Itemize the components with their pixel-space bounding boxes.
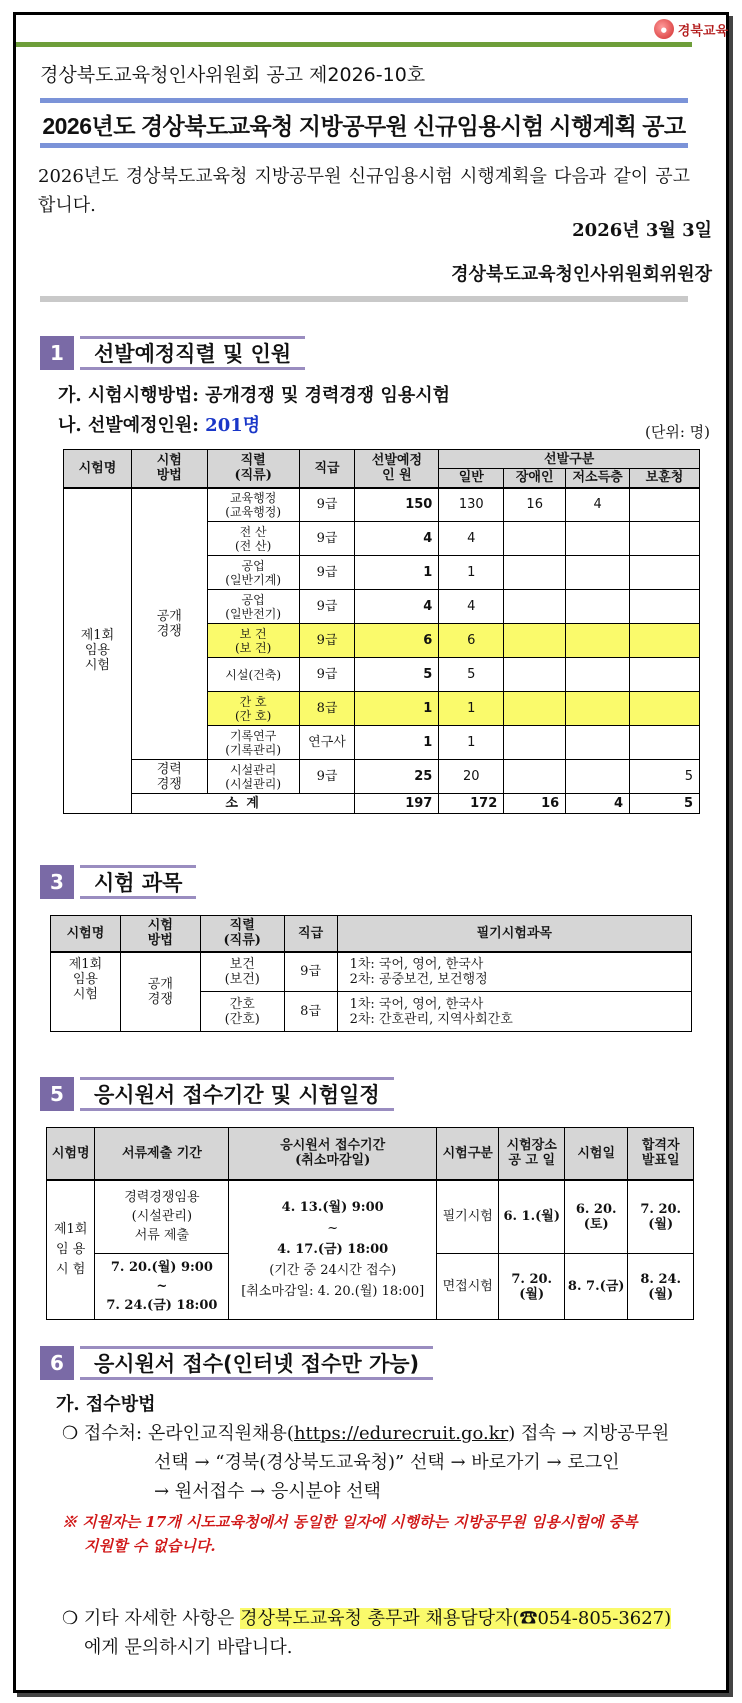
planned-count-label: 나. 선발예정인원:	[58, 415, 206, 436]
section-number: 3	[40, 865, 74, 899]
col-venue: 시험장소 공 고 일	[499, 1128, 565, 1180]
veteran-cell	[630, 692, 700, 726]
col-docs: 서류제출 기간	[95, 1128, 229, 1180]
logo-emblem-icon: ●	[654, 19, 674, 39]
disabled-cell	[504, 760, 566, 794]
planned-cell: 6	[355, 624, 439, 658]
planned-cell: 1	[355, 692, 439, 726]
header-divider	[16, 42, 692, 47]
disabled-cell	[504, 590, 566, 624]
grade-cell: 9급	[299, 522, 355, 556]
bullet-icon: ❍	[62, 1608, 79, 1629]
planned-cell: 4	[355, 522, 439, 556]
col-exam: 시험명	[64, 450, 132, 488]
col-grade: 직급	[284, 916, 337, 952]
section-number: 5	[40, 1077, 74, 1111]
lowincome-cell	[566, 658, 630, 692]
notice-date: 2026년 3월 3일	[572, 220, 712, 241]
series-cell: 공업 (일반기계)	[207, 556, 299, 590]
subjects-table	[50, 915, 692, 1032]
col-method: 시험 방법	[131, 450, 207, 488]
veteran-cell	[630, 590, 700, 624]
series-cell: 시설(건축)	[207, 658, 299, 692]
col-lowincome: 저소득층	[566, 469, 630, 488]
section-6-heading	[40, 1346, 433, 1380]
title-rule-top	[40, 98, 688, 103]
col-planned: 선발예정 인 원	[355, 450, 439, 488]
series-cell: 전 산 (전 산)	[207, 522, 299, 556]
veteran-cell	[630, 488, 700, 522]
planned-cell: 150	[355, 488, 439, 522]
contact-pre: 기타 자세한 사항은	[83, 1608, 241, 1629]
interview-type: 면접시험	[436, 1254, 498, 1320]
veteran-cell	[630, 624, 700, 658]
general-cell: 1	[439, 692, 504, 726]
lowincome-cell	[566, 590, 630, 624]
general-cell: 1	[439, 556, 504, 590]
lowincome-cell: 4	[566, 488, 630, 522]
total-veteran: 5	[630, 794, 700, 814]
grade-cell: 8급	[284, 992, 337, 1032]
series-cell: 교육행정 (교육행정)	[207, 488, 299, 522]
planned-cell: 25	[355, 760, 439, 794]
subject-line-2: 2차: 간호관리, 지역사회간호	[349, 1011, 513, 1027]
disabled-cell	[504, 692, 566, 726]
veteran-cell	[630, 522, 700, 556]
warning-line-1: ※ 지원자는 17개 시도교육청에서 동일한 일자에 시행하는 지방공무원 임용시험에 중복	[62, 1513, 638, 1531]
series-cell: 시설관리 (시설관리)	[207, 760, 299, 794]
grade-cell: 9급	[299, 760, 355, 794]
total-planned: 197	[355, 794, 439, 814]
general-cell: 5	[439, 658, 504, 692]
duplicate-warning	[62, 1510, 702, 1558]
col-division: 선발구분	[439, 450, 700, 469]
table-row	[64, 488, 700, 522]
subject-line-1: 1차: 국어, 영어, 한국사	[349, 996, 484, 1012]
veteran-cell: 5	[630, 760, 700, 794]
logo-text: 경북교육	[677, 23, 728, 39]
written-venue: 6. 1.(월)	[499, 1180, 565, 1254]
written-type: 필기시험	[436, 1180, 498, 1254]
total-disabled: 16	[504, 794, 566, 814]
recruitment-table	[63, 449, 700, 814]
col-veteran: 보훈청	[630, 469, 700, 488]
bullet-icon: ❍	[62, 1423, 79, 1444]
section-5-heading	[40, 1077, 394, 1111]
apply-tilde: ~	[327, 1221, 339, 1237]
lowincome-cell	[566, 522, 630, 556]
section-title: 선발예정직렬 및 인원	[80, 336, 305, 370]
subjects-cell	[337, 952, 691, 992]
grade-cell: 9급	[299, 624, 355, 658]
lowincome-cell	[566, 726, 630, 760]
lowincome-cell	[566, 624, 630, 658]
total-general: 172	[439, 794, 504, 814]
warning-line-2: 지원할 수 없습니다.	[84, 1537, 216, 1555]
docs-period: 7. 20.(월) 9:00 ~ 7. 24.(금) 18:00	[95, 1254, 229, 1320]
apply-period	[229, 1180, 437, 1320]
planned-cell: 4	[355, 590, 439, 624]
col-apply: 응시원서 접수기간 (취소마감일)	[229, 1128, 437, 1180]
exam-method-line: 가. 시험시행방법: 공개경쟁 및 경력경쟁 임용시험	[58, 385, 451, 406]
signer: 경상북도교육청인사위원회위원장	[451, 264, 712, 285]
apply-line-3: → 원서접수 → 응시분야 선택	[154, 1481, 381, 1502]
col-series: 직렬 (직류)	[207, 450, 299, 488]
general-cell: 6	[439, 624, 504, 658]
disabled-cell	[504, 556, 566, 590]
planned-cell: 5	[355, 658, 439, 692]
planned-cell: 1	[355, 556, 439, 590]
series-cell: 공업 (일반전기)	[207, 590, 299, 624]
section-title: 시험 과목	[80, 865, 196, 899]
disabled-cell: 16	[504, 488, 566, 522]
exam-method: 공개 경쟁	[120, 952, 200, 1032]
general-cell: 20	[439, 760, 504, 794]
apply-method-text	[62, 1419, 692, 1506]
interview-result: 8. 24.(월)	[628, 1254, 694, 1320]
schedule-table	[46, 1127, 694, 1320]
disabled-cell	[504, 624, 566, 658]
series-cell: 간호 (간호)	[200, 992, 284, 1032]
general-cell: 4	[439, 590, 504, 624]
col-type: 시험구분	[436, 1128, 498, 1180]
section-title: 응시원서 접수(인터넷 접수만 가능)	[80, 1346, 433, 1380]
table-row	[64, 760, 700, 794]
subject-line-2: 2차: 공중보건, 보건행정	[349, 971, 488, 987]
section-number: 6	[40, 1346, 74, 1380]
grade-cell: 9급	[299, 590, 355, 624]
contact-info	[62, 1604, 702, 1662]
apply-line-1-tail: ) 접속 → 지방공무원	[508, 1423, 670, 1444]
apply-cancel: [취소마감일: 4. 20.(월) 18:00]	[241, 1284, 425, 1300]
notice-number: 경상북도교육청인사위원회 공고 제2026-10호	[40, 64, 426, 86]
veteran-cell	[630, 658, 700, 692]
subjects-cell	[337, 992, 691, 1032]
veteran-cell	[630, 556, 700, 590]
grade-cell: 9급	[284, 952, 337, 992]
general-cell: 130	[439, 488, 504, 522]
section-number: 1	[40, 336, 74, 370]
planned-count-line	[58, 411, 260, 437]
grade-cell: 8급	[299, 692, 355, 726]
col-method: 시험 방법	[120, 916, 200, 952]
disabled-cell	[504, 658, 566, 692]
section-title: 응시원서 접수기간 및 시험일정	[80, 1077, 394, 1111]
grade-cell: 연구사	[299, 726, 355, 760]
exam-name: 제1회 임용 시험	[51, 952, 121, 1032]
disabled-cell	[504, 726, 566, 760]
planned-count-value: 201명	[205, 415, 261, 436]
exam-name: 제1회 임 용 시 험	[47, 1180, 95, 1320]
page-title: 2026년도 경상북도교육청 지방공무원 신규임용시험 시행계획 공고	[42, 113, 686, 139]
apply-note: (기간 중 24시간 접수)	[269, 1263, 397, 1279]
col-series: 직렬 (직류)	[200, 916, 284, 952]
col-disabled: 장애인	[504, 469, 566, 488]
col-result: 합격자 발표일	[628, 1128, 694, 1180]
unit-label: (단위: 명)	[645, 423, 710, 441]
lowincome-cell	[566, 692, 630, 726]
section-1-heading	[40, 336, 305, 370]
disabled-cell	[504, 522, 566, 556]
section-divider	[40, 296, 688, 302]
col-grade: 직급	[299, 450, 355, 488]
col-general: 일반	[439, 469, 504, 488]
veteran-cell	[630, 726, 700, 760]
contact-highlight: 경상북도교육청 총무과 채용담당자(☎054-805-3627)	[240, 1608, 672, 1629]
exam-method: 경력 경쟁	[131, 760, 207, 794]
section-3-heading	[40, 865, 196, 899]
apply-end: 4. 17.(금) 18:00	[277, 1242, 389, 1258]
interview-examday: 8. 7.(금)	[564, 1254, 627, 1320]
exam-name: 제1회 임용 시험	[64, 488, 132, 814]
title-rule-bottom	[40, 143, 688, 148]
total-lowincome: 4	[566, 794, 630, 814]
interview-venue: 7. 20.(월)	[499, 1254, 565, 1320]
apply-start: 4. 13.(월) 9:00	[281, 1200, 384, 1216]
contact-post: 에게 문의하시기 바랍니다.	[84, 1637, 293, 1658]
grade-cell: 9급	[299, 556, 355, 590]
series-cell: 간 호 (간 호)	[207, 692, 299, 726]
lowincome-cell	[566, 760, 630, 794]
logo	[654, 16, 728, 42]
series-cell: 기록연구 (기록관리)	[207, 726, 299, 760]
written-result: 7. 20.(월)	[628, 1180, 694, 1254]
apply-line-2: 선택 → “경북(경상북도교육청)” 선택 → 바로가기 → 로그인	[154, 1452, 620, 1473]
col-exam: 시험명	[47, 1128, 95, 1180]
apply-line-1: 접수처: 온라인교직원채용(	[83, 1423, 294, 1444]
general-cell: 4	[439, 522, 504, 556]
lowincome-cell	[566, 556, 630, 590]
exam-method: 공개 경쟁	[131, 488, 207, 760]
series-cell: 보 건 (보 건)	[207, 624, 299, 658]
grade-cell: 9급	[299, 488, 355, 522]
grade-cell: 9급	[299, 658, 355, 692]
total-label: 소 계	[131, 794, 355, 814]
docs-target: 경력경쟁임용 (시설관리) 서류 제출	[95, 1180, 229, 1254]
series-cell: 보건 (보건)	[200, 952, 284, 992]
written-examday: 6. 20.(토)	[564, 1180, 627, 1254]
planned-cell: 1	[355, 726, 439, 760]
apply-method-heading: 가. 접수방법	[56, 1394, 156, 1415]
general-cell: 1	[439, 726, 504, 760]
recruit-site-link[interactable]: https://edurecruit.go.kr	[293, 1423, 509, 1444]
col-exam: 시험명	[51, 916, 121, 952]
subject-line-1: 1차: 국어, 영어, 한국사	[349, 956, 484, 972]
total-row	[64, 794, 700, 814]
col-examday: 시험일	[564, 1128, 627, 1180]
intro-text: 2026년도 경상북도교육청 지방공무원 신규임용시험 시행계획을 다음과 같이 공고합니다.	[38, 166, 690, 216]
col-subjects: 필기시험과목	[337, 916, 691, 952]
